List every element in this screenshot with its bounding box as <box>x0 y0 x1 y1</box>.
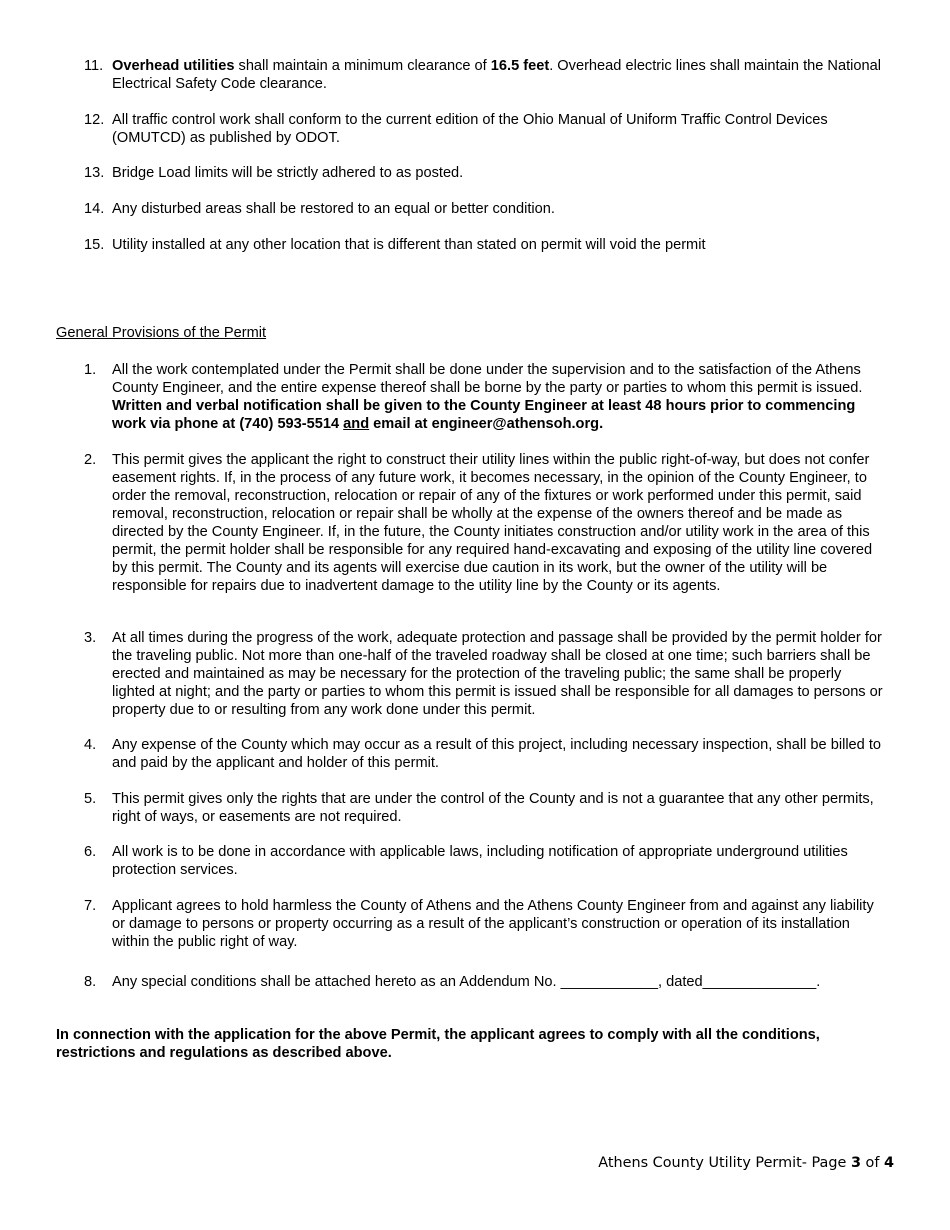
item-text: Any special conditions shall be attached hereto as an Addendum No. ____________, dated______________. <box>112 974 821 990</box>
page-number: 3 <box>850 1155 861 1171</box>
item-number: 5. <box>84 791 97 807</box>
item-number: 6. <box>84 844 97 860</box>
item-number: 7. <box>84 898 97 914</box>
item-number: 8. <box>84 974 97 990</box>
item-text: All traffic control work shall conform to the current edition of the Ohio Manual of Uniform Traffic Control Devices (OMUTCD) as published by ODOT. <box>112 112 828 146</box>
item-number: 13. <box>84 165 105 181</box>
item-number: 4. <box>84 737 97 753</box>
item-text: All work is to be done in accordance with applicable laws, including notification of appropriate underground utilities protection services. <box>112 844 848 878</box>
item-text: All the work contemplated under the Permit shall be done under the supervision and to the satisfaction of the Athens County Engineer, and the entire expense thereof shall be borne by the party or parties to whom this permit is issued. Written and verbal notification shall be given to the County Engineer at least 48 hours prior to commencing work via phone at (740) 593-5514 and email at engineer@athensoh.org. <box>112 362 863 432</box>
section-heading: General Provisions of the Permit <box>56 325 267 341</box>
item-text: Bridge Load limits will be strictly adhered to as posted. <box>112 165 464 181</box>
underlined-and: and <box>343 416 370 432</box>
item-text: This permit gives only the rights that are under the control of the County and is not a guarantee that any other permits, right of ways, or easements are not required. <box>112 791 874 825</box>
item-number: 2. <box>84 452 97 468</box>
item-number: 12. <box>84 112 105 128</box>
item-text: Overhead utilities shall maintain a minimum clearance of 16.5 feet. Overhead electric lines shall maintain the National Electrical Safety Code clearance. <box>112 58 881 92</box>
item-number: 14. <box>84 201 105 217</box>
page-footer: Athens County Utility Permit- Page 3 of 4 <box>598 1155 894 1171</box>
closing-statement: In connection with the application for the above Permit, the applicant agrees to comply with all the conditions, restrictions and regulations as described above. <box>56 1027 820 1061</box>
page-total: 4 <box>883 1155 894 1171</box>
notification-requirement: Written and verbal notification shall be given to the County Engineer at least 48 hours prior to commencing work via phone at (740) 593-5514 <box>112 398 856 432</box>
item-text: Utility installed at any other location that is different than stated on permit will void the permit <box>112 237 706 253</box>
item-text: Applicant agrees to hold harmless the County of Athens and the Athens County Engineer from and against any liability or damage to persons or property occurring as a result of the applicant’s construction or operation of its installation within the public right of way. <box>112 898 874 950</box>
item-number: 1. <box>84 362 97 378</box>
item-text: Any disturbed areas shall be restored to an equal or better condition. <box>112 201 555 217</box>
item-text: This permit gives the applicant the right to construct their utility lines within the public right-of-way, but does not confer easement rights. If, in the process of any future work, it becomes necessary, in the opinion of the County Engineer, to order the removal, reconstruction, relocation or repair of any of the fixtures or work performed under this permit, said removal, reconstruction, relocation or repair shall be wholly at the expense of the owners thereof and be made as directed by the County Engineer. If, in the future, the County initiates construction and/or utility work in the area of this permit, the permit holder shall be responsible for any required hand-excavating and exposing of the utility line covered by this permit. The County and its agents will exercise due caution in its work, but the owner of the utility will be responsible for repairs due to inadvertent damage to the utility line by the County or its agents. <box>112 452 873 594</box>
item-text: Any expense of the County which may occur as a result of this project, including necessary inspection, shall be billed to and paid by the applicant and holder of this permit. <box>112 737 882 771</box>
item-number: 15. <box>84 237 105 253</box>
item-text: At all times during the progress of the work, adequate protection and passage shall be provided by the permit holder for the traveling public. Not more than one-half of the traveled roadway shall be closed at one time; such barriers shall be erected and maintained as may be necessary for the protection of the traveling public; the same shall be properly lighted at night; and the party or parties to whom this permit is issued shall be responsible for all damages to persons or property due to or resulting from any work done under this permit. <box>112 630 883 718</box>
bold-term: 16.5 feet <box>490 58 550 74</box>
item-number: 11. <box>84 58 104 74</box>
bold-term: Overhead utilities <box>112 58 235 74</box>
notification-email: email at engineer@athensoh.org. <box>369 416 604 432</box>
item-number: 3. <box>84 630 97 646</box>
